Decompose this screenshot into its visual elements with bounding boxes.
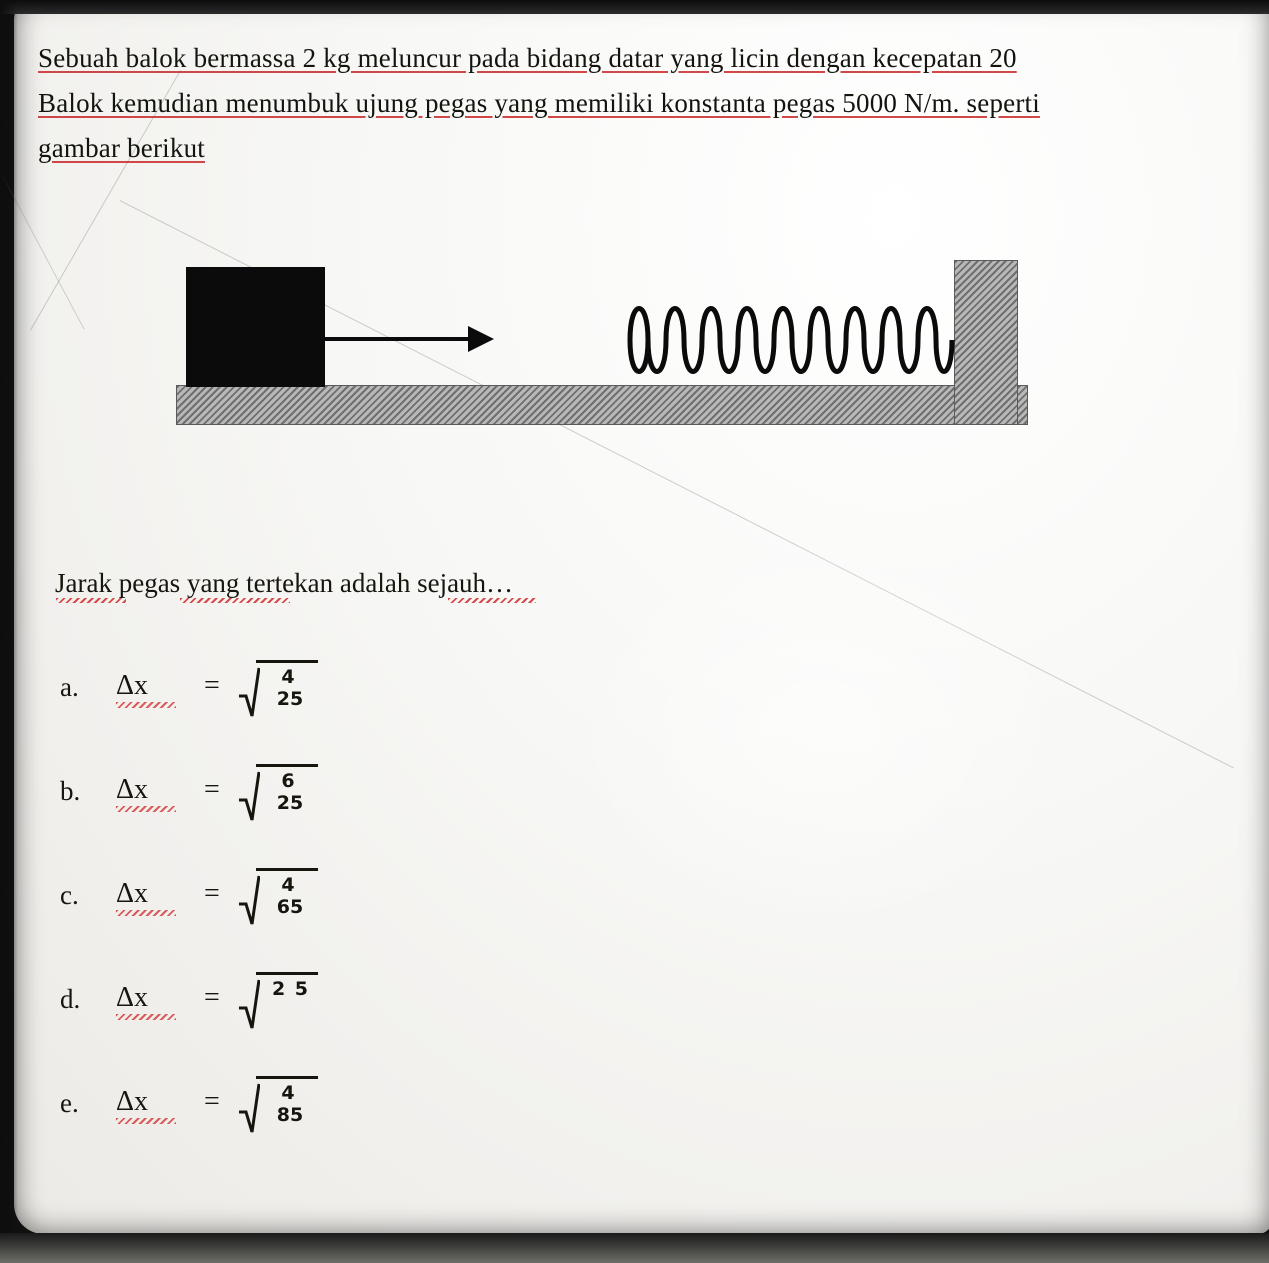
- physics-figure: [176, 255, 1026, 440]
- photo-edge-top: [0, 0, 1269, 14]
- velocity-arrow-icon: [324, 337, 474, 341]
- fraction-numerator: 4: [281, 874, 295, 896]
- fraction-numerator: 2: [271, 978, 286, 1000]
- sqrt-tick-icon: [238, 1082, 260, 1134]
- block-icon: [186, 267, 325, 387]
- option-equals: =: [204, 670, 220, 701]
- question-text: [38, 36, 1269, 171]
- option-letter: c.: [60, 880, 79, 910]
- spellcheck-underline: [116, 1014, 176, 1020]
- spellcheck-underline: [448, 598, 536, 603]
- option-symbol: Δx: [116, 878, 149, 909]
- option-symbol: Δx: [116, 1086, 149, 1117]
- option-equals: =: [204, 982, 220, 1013]
- sqrt-tick-icon: [238, 770, 260, 822]
- answer-prompt: Jarak pegas yang tertekan adalah sejauh…: [55, 568, 514, 598]
- sqrt-tick-icon: [238, 978, 260, 1030]
- sqrt-tick-icon: [238, 666, 260, 718]
- option-equals: =: [204, 878, 220, 909]
- spellcheck-underline: [116, 910, 176, 916]
- answer-option-d[interactable]: [56, 960, 576, 1064]
- spellcheck-underline: [180, 598, 290, 603]
- fraction: [268, 978, 312, 1000]
- option-equals: =: [204, 1086, 220, 1117]
- option-letter: b.: [60, 776, 81, 806]
- question-line-3: gambar berikut: [38, 133, 205, 163]
- fraction-denominator: 25: [276, 688, 304, 710]
- fraction-numerator: 6: [281, 770, 295, 792]
- velocity-arrow-head-icon: [468, 326, 494, 352]
- wall-hatch: [954, 260, 1018, 425]
- answer-option-c[interactable]: [56, 856, 576, 960]
- sqrt-tick-icon: [238, 874, 260, 926]
- option-symbol: Δx: [116, 982, 149, 1013]
- option-letter: a.: [60, 672, 79, 702]
- sqrt-bar: [256, 764, 318, 767]
- photo-edge-bottom: [0, 1233, 1269, 1263]
- fraction: [268, 1082, 312, 1126]
- option-symbol: Δx: [116, 774, 149, 805]
- fraction-denominator: 5: [294, 978, 309, 1000]
- ground-hatch: [176, 385, 1028, 425]
- fraction-denominator: 65: [276, 896, 304, 918]
- option-equals: =: [204, 774, 220, 805]
- spellcheck-underline: [116, 806, 176, 812]
- fraction-numerator: 4: [281, 666, 295, 688]
- sqrt-bar: [256, 868, 318, 871]
- option-letter: d.: [60, 984, 81, 1014]
- answer-options: [56, 648, 576, 1168]
- fraction-denominator: 85: [276, 1104, 304, 1126]
- fraction-denominator: 25: [276, 792, 304, 814]
- question-line-1: Sebuah balok bermassa 2 kg meluncur pada bidang datar yang licin dengan kecepatan 20: [38, 43, 1017, 73]
- sqrt-bar: [256, 660, 318, 663]
- sqrt-bar: [256, 972, 318, 975]
- fraction-numerator: 4: [281, 1082, 295, 1104]
- spellcheck-underline: [116, 1118, 176, 1124]
- fraction: [268, 770, 312, 814]
- question-line-2: Balok kemudian menumbuk ujung pegas yang memiliki konstanta pegas 5000 N/m. seperti: [38, 88, 1040, 118]
- fraction: [268, 666, 312, 710]
- spellcheck-underline: [56, 598, 126, 603]
- fraction: [268, 874, 312, 918]
- option-symbol: Δx: [116, 670, 149, 701]
- spring-icon: [624, 290, 958, 390]
- answer-option-e[interactable]: [56, 1064, 576, 1168]
- option-letter: e.: [60, 1088, 79, 1118]
- sqrt-bar: [256, 1076, 318, 1079]
- spellcheck-underline: [116, 702, 176, 708]
- answer-option-b[interactable]: [56, 752, 576, 856]
- photo-edge-left: [0, 0, 18, 1263]
- answer-option-a[interactable]: [56, 648, 576, 752]
